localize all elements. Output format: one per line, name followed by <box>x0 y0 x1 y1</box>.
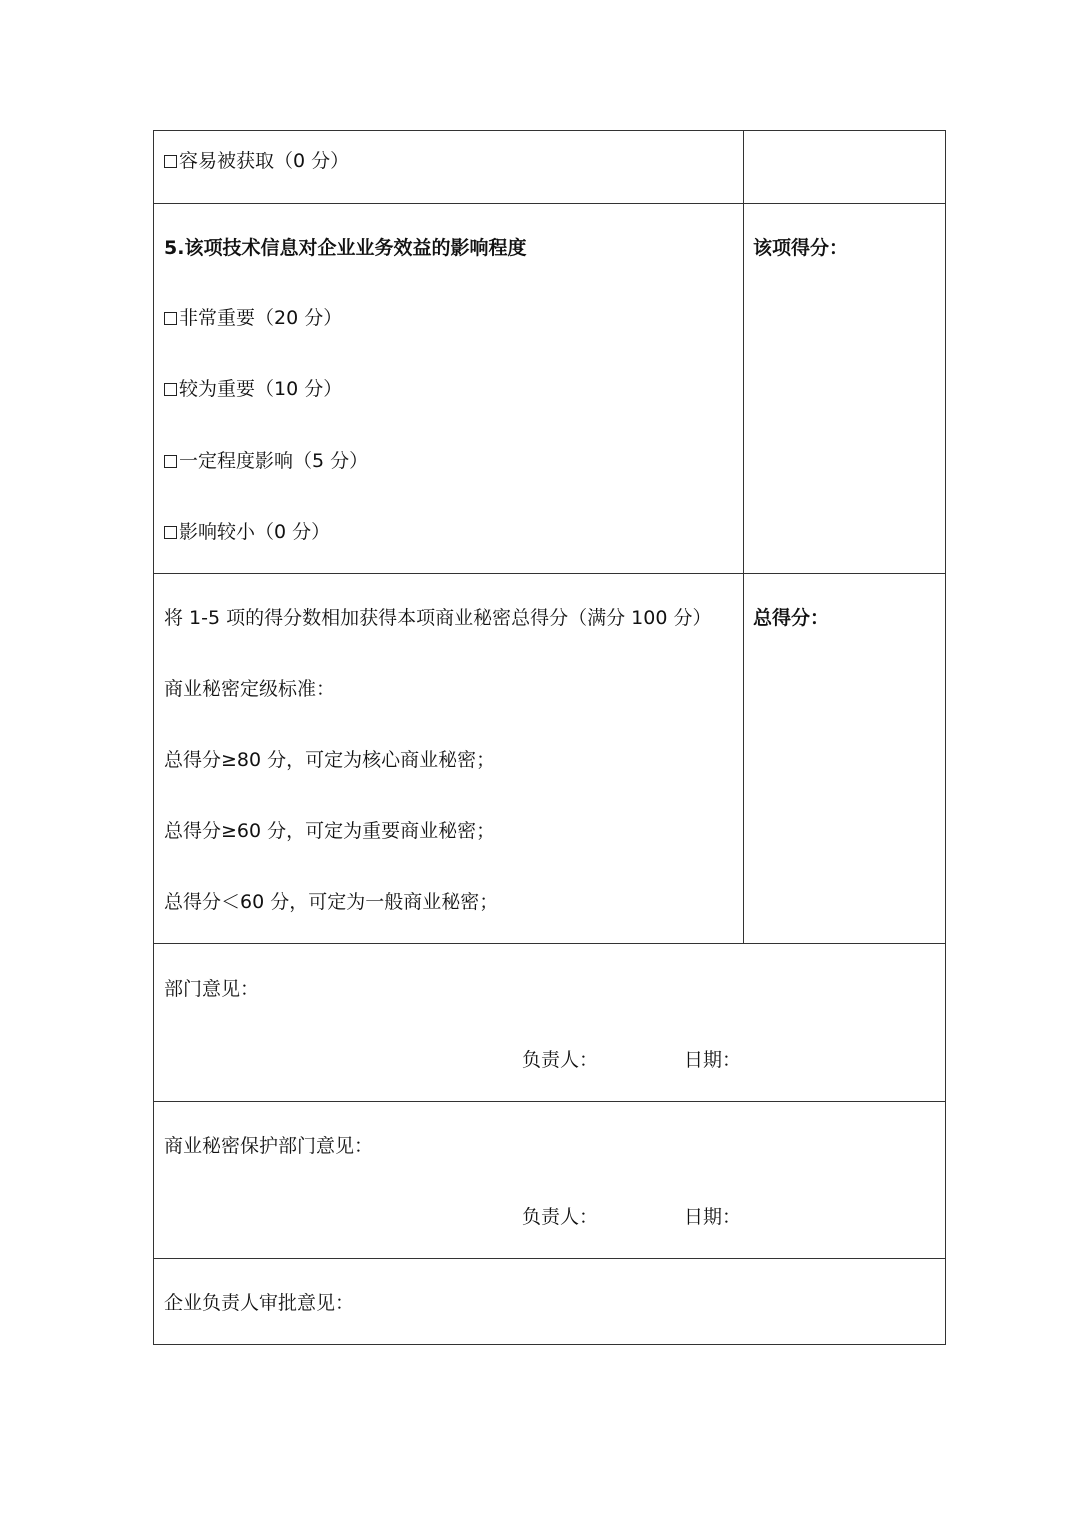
option-some-impact[interactable] <box>164 449 368 473</box>
option-label: 容易被获取（0 分） <box>179 150 350 172</box>
total-instruction: 将 1-5 项的得分数相加获得本项商业秘密总得分（满分 100 分） <box>164 607 712 629</box>
grading-rule-general: 总得分＜60 分，可定为一般商业秘密； <box>164 891 499 913</box>
assessment-form-table <box>153 130 946 1345</box>
option-very-important[interactable] <box>164 306 342 330</box>
grading-rule-important: 总得分≥60 分，可定为重要商业秘密； <box>164 820 496 842</box>
protection-responsible-label: 负责人： <box>522 1206 599 1228</box>
protection-date-label: 日期： <box>684 1206 742 1228</box>
row-divider <box>154 203 945 204</box>
checkbox-icon[interactable] <box>164 312 177 325</box>
option-small-impact[interactable] <box>164 520 330 544</box>
checkbox-icon[interactable] <box>164 526 177 539</box>
option-label: 非常重要（20 分） <box>179 307 343 329</box>
option-label: 影响较小（0 分） <box>179 521 331 543</box>
row-divider <box>154 943 945 944</box>
protection-department-opinion-title: 商业秘密保护部门意见： <box>164 1135 374 1157</box>
department-opinion-title: 部门意见： <box>164 978 260 1000</box>
row-divider <box>154 1258 945 1259</box>
total-score-label: 总得分： <box>753 607 830 629</box>
grading-rule-core: 总得分≥80 分，可定为核心商业秘密； <box>164 749 496 771</box>
checkbox-icon[interactable] <box>164 383 177 396</box>
department-responsible-label: 负责人： <box>522 1049 599 1071</box>
column-divider <box>743 131 744 943</box>
checkbox-icon[interactable] <box>164 455 177 468</box>
enterprise-approval-title: 企业负责人审批意见： <box>164 1292 355 1314</box>
section5-score-label: 该项得分： <box>753 237 849 259</box>
department-date-label: 日期： <box>684 1049 742 1071</box>
option-fairly-important[interactable] <box>164 377 342 401</box>
row-divider <box>154 573 945 574</box>
option-label: 较为重要（10 分） <box>179 378 343 400</box>
row-divider <box>154 1101 945 1102</box>
grading-standard-title: 商业秘密定级标准： <box>164 678 336 700</box>
option-easy-to-obtain[interactable] <box>164 149 349 173</box>
option-label: 一定程度影响（5 分） <box>179 450 369 472</box>
section5-title: 5.该项技术信息对企业业务效益的影响程度 <box>164 237 527 259</box>
checkbox-icon[interactable] <box>164 155 177 168</box>
